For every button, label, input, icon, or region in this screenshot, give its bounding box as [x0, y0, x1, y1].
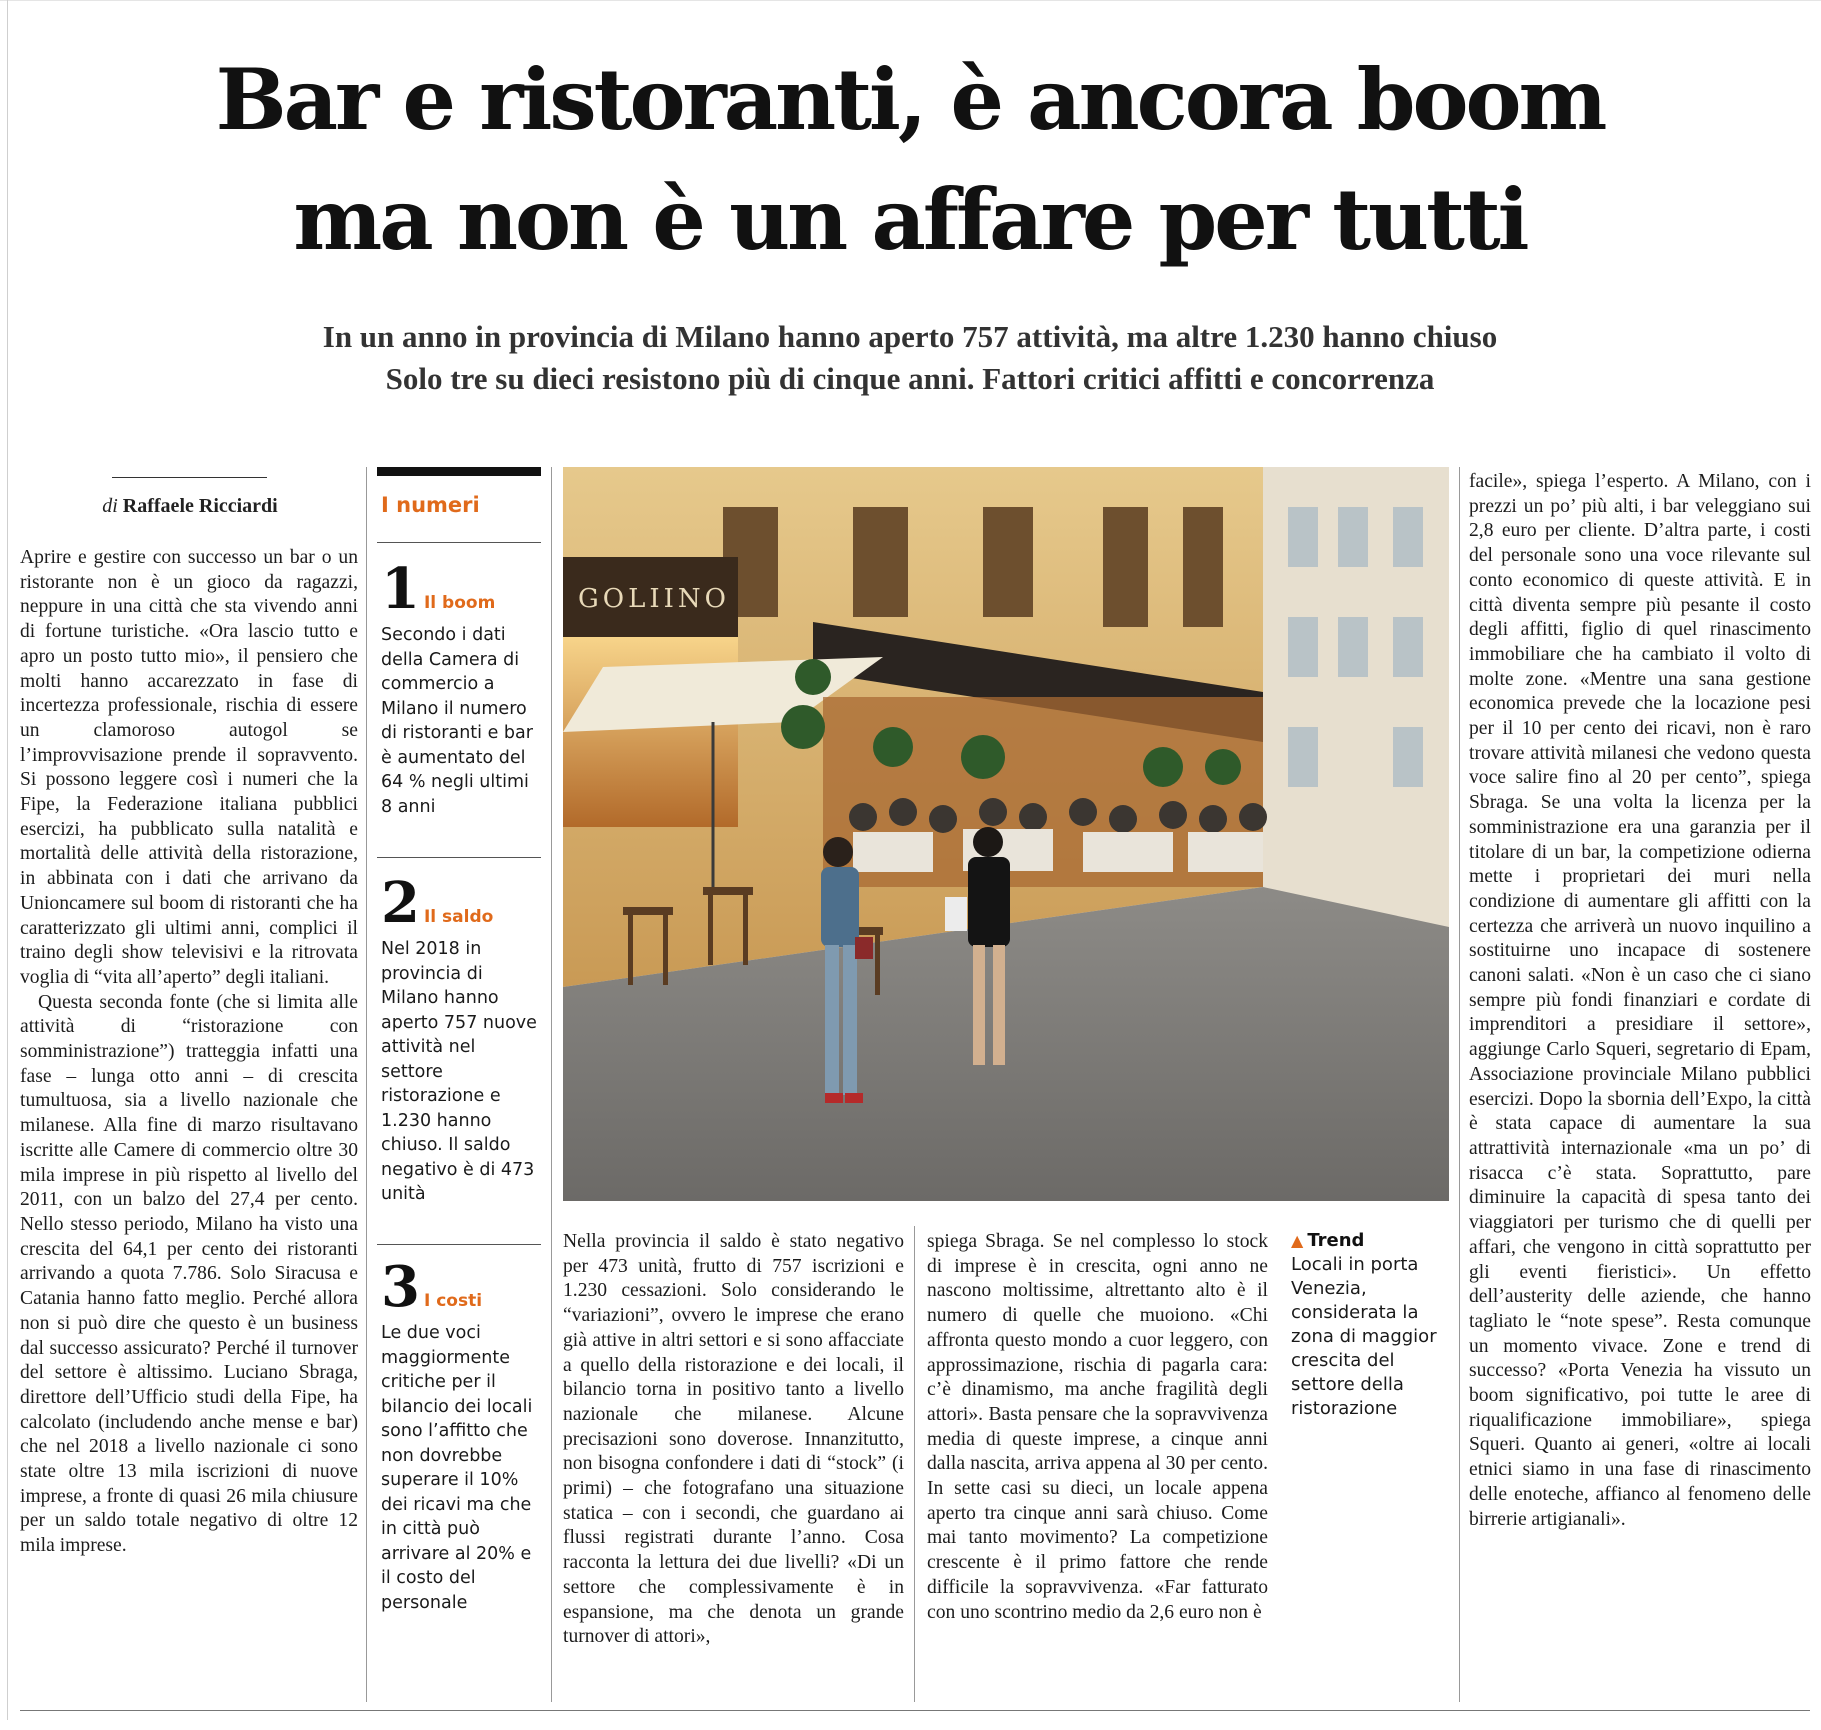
paragraph: spiega Sbraga. Se nel complesso lo stock di imprese è in crescita, ogni anno ne nascono moltissime, altrettanto alto è il numero di quelle che muoiono. «Chi affronta questo mondo a cuor leggero, con approssimazione, rischia di pagarla cara: c’è dinamismo, ma anche fragilità degli attori». Basta pensare che la sopravvivenza media di queste imprese, a cinque anni dalla nascita, arriva appena al 30 per cento. In sette casi su dieci, un locale appena aperto tra cinque anni sarà chiuso. Come mai tanto movimento? La competizione crescente è il primo fattore che rende difficile la sopravvivenza. «Far fatturato con uno scontrino medio da 2,6 euro non è [927, 1231, 1268, 1623]
subhead-line-2: Solo tre su dieci resistono più di cinque anni. Fattori critici affitti e concorrenza [385, 361, 1435, 396]
byline-rule [112, 477, 267, 478]
number-3: 3 [381, 1254, 420, 1320]
caption-label-text: Trend [1307, 1230, 1365, 1251]
byline [20, 495, 360, 518]
column-divider [914, 1226, 915, 1702]
paragraph: Nella provincia il saldo è stato negativo per 473 unità, frutto di 757 iscrizioni e 1.230 cessazioni. Solo considerando le “variazioni”, ovvero le imprese che erano già attive in altri settori e si sono affacciate a quello della ristorazione e dei locali, il bilancio torna in positivo tanto a livello nazionale che milanese. Alcune precisazioni sono doverose. Innanzitutto, non bisogna confondere i dati di “stock” (i primi) – che fotografano una situazione statica – con i secondi, che guardano ai flussi registrati durante l’anno. Cosa racconta la lettura dei due livelli? «Di un settore che complessivamente è in espansione, ma che denota un grande turnover di attori», [563, 1231, 904, 1648]
headline [60, 40, 1760, 280]
sidebar-divider [377, 857, 541, 858]
article-column-5 [927, 1230, 1268, 1700]
number-block-costi [381, 1254, 539, 1615]
number-2: 2 [381, 870, 420, 936]
number-text: Nel 2018 in provincia di Milano hanno aperto 757 nuove attività nel settore ristorazione e 1.230 hanno chiuso. Il saldo negativo è di 473 unità [381, 939, 537, 1204]
headline-line-1: Bar e ristoranti, è ancora boom [215, 50, 1605, 149]
paragraph: Questa seconda fonte (che si limita alle attività di “ristorazione con somministrazione”) tratteggia infatti una fase – lunga otto anni – di crescita tumultuosa, sia a livello nazionale che milanese. Alla fine di marzo risultavano iscritte alle Camere di commercio oltre 30 mila imprese in più rispetto al livello del 2011, con un balzo del 27,4 per cento. Nello stesso periodo, Milano ha visto una crescita del 64,1 per cento dei ristoranti arrivando a quota 7.786. Solo Siracusa e Catania hanno fatto meglio. Perché allora non si può dire che questo è un business dal successo assicurato? Perché il turnover del settore è altissimo. Luciano Sbraga, direttore dell’Ufficio studi della Fipe, ha calcolato (includendo anche mense e bar) che nel 2018 a livello nazionale ci sono state oltre 13 mila iscrizioni di nuove imprese, a fronte di quasi 26 mila chiusure per un saldo totale negativo di oltre 12 mila imprese. [20, 991, 358, 1557]
caption-label [1291, 1230, 1453, 1251]
byline-author: Raffaele Ricciardi [122, 495, 278, 517]
number-text: Secondo i dati della Camera di commercio a Milano il numero di ristoranti e bar è aumentato del 64 % negli ultimi 8 anni [381, 625, 533, 817]
article-column-7 [1469, 470, 1811, 1700]
column-divider [1459, 467, 1460, 1702]
column-divider [551, 467, 552, 1702]
photo-illustration [563, 467, 1449, 1201]
number-label: I costi [423, 1291, 483, 1311]
number-1: 1 [381, 556, 420, 622]
paragraph: Aprire e gestire con successo un bar o un ristorante non è un gioco da ragazzi, neppure in una città che sta vivendo anni di fortune turistiche. «Ora lascio tutto e apro un posto tutto mio», il pensiero che molti hanno accarezzato in fase di incertezza professionale, rischia di essere un clamoroso autogol se l’improvvisazione prende il sopravvento. Si possono leggere così i numeri che la Fipe, la Federazione italiana pubblici esercizi, ha pubblicato sulla natalità e mortalità delle attività della ristorazione, in abbinata con i dati che arrivano da Unioncamere sul boom di ristoranti che ha caratterizzato gli ultimi anni, complici il traino degli show televisivi e la ritrovata voglia di “vita all’aperto” degli italiani. [20, 547, 358, 988]
paragraph: facile», spiega l’esperto. A Milano, con i prezzi un po’ più alti, i bar veleggiano sui 2,8 euro per cliente. D’altra parte, i costi del personale sono una voce rilevante sul conto economico di queste attività. E in città diventa sempre più pesante il costo degli affitti, figlio di quel rinascimento immobiliare che ha cambiato il volto di molte zone. «Mentre una sana gestione economica prevede che la locazione pesi per il 10 per cento dei ricavi, non è raro trovare attività milanesi che vedono questa voce salire fino al 20 per cento”, spiega Sbraga. Se una volta la licenza per la somministrazione era una garanzia per il titolare di un bar, la competizione odierna mette i proprietari dei muri nella condizione di aumentare gli affitti con la certezza che arriverà un nuovo inquilino a sostituirne uno incapace di sostenere canoni salati. «Non è un caso che ci siano sempre più fondi finanziari e cordate di imprenditori a presidiare il settore», aggiunge Carlo Squeri, segretario di Epam, Associazione provinciale Milano pubblici esercizi. Dopo la sbornia dell’Expo, la città è stata capace di aumentare la sua attrattività internazionale «ma un po’ di risacca c’è stata. Soprattutto, pare diminuire la capacità di spesa tanto dei viaggiatori per turismo che di quelli per affari, che vengono in città soprattutto per gli eventi fieristici». Un effetto dell’austerity delle aziende, che hanno tagliato le “note spese”. Resta comunque un momento vivace. Zone e trend di successo? «Porta Venezia ha vissuto un boom significativo, poi tutte le aree di riqualificazione immobiliare», spiega Squeri. Quanto ai generi, «oltre ai locali etnici siamo in una fase di rinascimento delle enoteche, affianco al fenomeno delle birrerie artigianali». [1469, 471, 1811, 1530]
article-column-1 [20, 546, 358, 1696]
sidebar-top-bar [377, 467, 541, 476]
caption-text: Locali in porta Venezia, considerata la zona di maggior crescita del settore della ristorazione [1291, 1254, 1437, 1419]
sidebar-title: I numeri [381, 493, 480, 517]
bottom-rule [20, 1710, 1810, 1711]
number-block-saldo [381, 870, 539, 1207]
page-left-edge [7, 0, 8, 1720]
number-text: Le due voci maggiormente critiche per il bilancio dei locali sono l’affitto che non dovrebbe superare il 10% dei ricavi ma che in città può arrivare al 20% e il costo del personale [381, 1323, 533, 1613]
triangle-icon: ▲ [1291, 1231, 1304, 1250]
sidebar-divider [377, 1244, 541, 1245]
article-column-4 [563, 1230, 904, 1700]
headline-line-2: ma non è un affare per tutti [293, 170, 1527, 269]
sidebar-divider [377, 542, 541, 543]
number-label: Il boom [423, 593, 496, 613]
street-cafe-photo [563, 467, 1449, 1201]
number-label: Il saldo [423, 907, 494, 927]
byline-prefix: di [102, 495, 118, 517]
sign-text: GOLIINO [578, 584, 730, 614]
subhead-line-1: In un anno in provincia di Milano hanno aperto 757 attività, ma altre 1.230 hanno chiuso [322, 319, 1498, 354]
column-divider [366, 467, 367, 1702]
page-top-edge [0, 0, 1821, 1]
number-block-boom [381, 556, 539, 819]
subheadline [60, 316, 1760, 400]
photo-caption [1291, 1230, 1453, 1421]
